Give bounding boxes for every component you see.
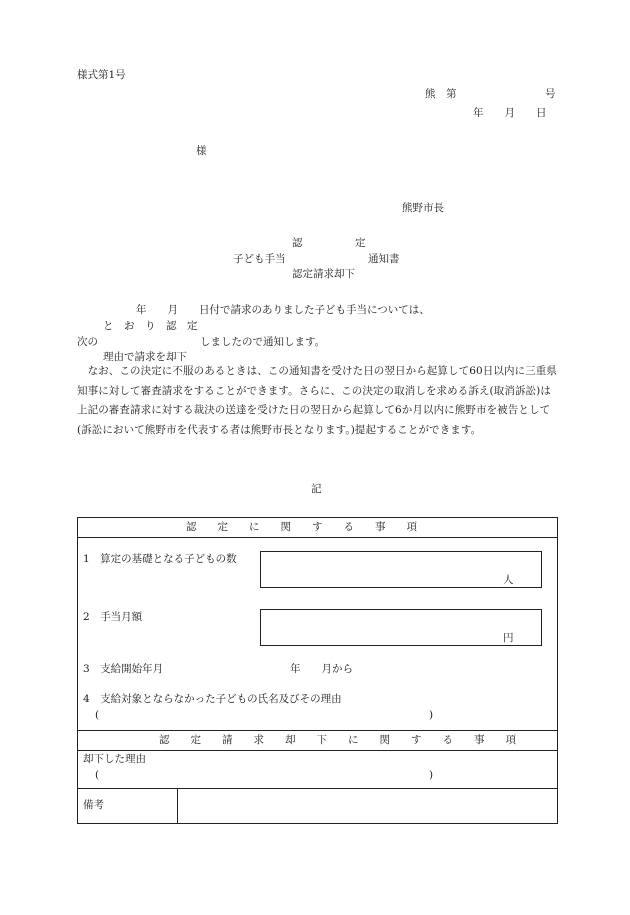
title-approve: 認 定 — [292, 237, 366, 249]
rejection-paren-close: ) — [429, 769, 434, 781]
rejection-paren-open: ( — [95, 769, 100, 781]
monthly-amount-unit: 円 — [503, 632, 514, 644]
body-option-approve: と お り 認 定 — [103, 320, 198, 332]
appeal-notice: なお、この決定に不服のあるときは、この通知書を受けた日の翌日から起算して60日以内に三重県知事に対して審査請求をすることができます。さらに、この決定の取消しを求める訴え(取消訴訟)は上記の審査請求に対する裁決の送達を受けた日の翌日から起算して6か月以内に熊野市を被告として(訴訟において熊野市を代表する者は熊野市長となります。)提起することができます。 — [77, 365, 557, 436]
child-count-unit: 人 — [503, 574, 514, 586]
issuer-name: 熊野市長 — [402, 202, 444, 214]
form-label: 様式第1号 — [77, 69, 126, 81]
item-ineligible-children-label: 4 支給対象とならなかった子どもの氏名及びその理由 — [83, 693, 342, 705]
rejection-section-header: 認 定 請 求 却 下 に 関 す る 事 項 — [159, 734, 516, 746]
divider — [77, 730, 558, 731]
divider — [77, 750, 558, 751]
title-reject: 認定請求却下 — [292, 268, 355, 280]
approval-section-header: 認 定 に 関 す る 事 項 — [186, 521, 417, 533]
monthly-amount-field[interactable] — [260, 609, 542, 646]
remarks-label: 備考 — [83, 799, 104, 811]
body-option-reject: 理由で請求を却下 — [103, 351, 187, 363]
ki-heading: 記 — [311, 483, 322, 495]
ineligible-paren-open: ( — [95, 709, 100, 721]
body-notice-sentence: しましたので通知します。 — [200, 336, 326, 348]
rejection-reason-label: 却下した理由 — [83, 753, 146, 765]
divider — [77, 537, 558, 538]
ineligible-paren-close: ) — [429, 709, 434, 721]
issue-date: 年 月 日 — [473, 107, 547, 119]
title-prefix: 子ども手当 — [233, 253, 286, 265]
remarks-field[interactable] — [178, 789, 557, 823]
body-prefix-tsugino: 次の — [77, 336, 98, 348]
start-month-value: 年 月から — [290, 663, 353, 675]
body-line-request-date: 年 月 日付で請求のありました子ども手当については、 — [136, 304, 430, 316]
child-count-field[interactable] — [260, 551, 542, 588]
recipient-suffix: 様 — [196, 145, 207, 157]
item-child-count-label: 1 算定の基礎となる子どもの数 — [83, 553, 237, 565]
item-monthly-amount-label: 2 手当月額 — [83, 611, 143, 623]
document-number-suffix: 号 — [545, 88, 556, 100]
document-number-prefix: 熊 第 — [425, 88, 457, 100]
item-start-month-label: 3 支給開始年月 — [83, 663, 164, 675]
title-suffix: 通知書 — [368, 253, 400, 265]
